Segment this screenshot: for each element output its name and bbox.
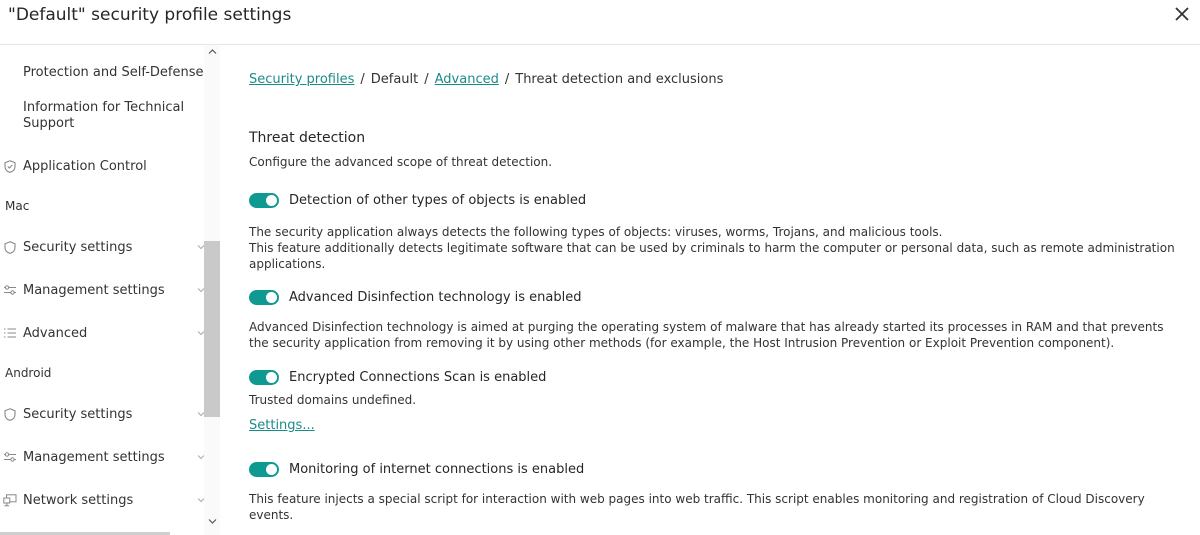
chevron-down-icon: [208, 518, 217, 525]
breadcrumb-separator: /: [504, 72, 510, 87]
sliders-icon: [3, 283, 17, 297]
sliders-icon: [3, 450, 17, 464]
scroll-up-button[interactable]: [205, 45, 219, 57]
sidebar-item-technical-support[interactable]: [0, 100, 200, 134]
shield-icon: [3, 407, 17, 421]
toggle-label: Monitoring of internet connections is enabled: [289, 462, 585, 477]
sidebar-item-label: Advanced: [23, 325, 88, 341]
dialog-header: [0, 0, 1200, 45]
toggle-row-advanced-disinfection: [249, 290, 582, 305]
close-button[interactable]: [1172, 2, 1192, 26]
internet-monitoring-description: This feature injects a special script for interaction with web pages into web traffic. This script enables monitoring and registration of Cloud Discovery events.: [249, 492, 1145, 522]
encrypted-connections-description: Trusted domains undefined.: [249, 393, 417, 407]
advanced-disinfection-toggle[interactable]: [249, 290, 279, 305]
sidebar-item-label: Management settings: [23, 449, 165, 465]
sidebar-item-label: Network settings: [23, 492, 134, 508]
description-line: The security application always detects the following types of objects: viruses, worms, Trojans, and malicious tools.: [249, 225, 943, 239]
other-objects-description: [249, 224, 1184, 272]
sidebar-group-android: Android: [5, 366, 52, 380]
shield-check-icon: [3, 159, 17, 173]
breadcrumb-link-security-profiles[interactable]: Security profiles: [249, 72, 355, 87]
section-description: Configure the advanced scope of threat detection.: [249, 155, 553, 169]
encrypted-connections-toggle[interactable]: [249, 370, 279, 385]
sidebar-item-mac-advanced[interactable]: [0, 323, 200, 343]
toggle-label: Advanced Disinfection technology is enabled: [289, 290, 582, 305]
toggle-label: Detection of other types of objects is enabled: [289, 193, 587, 208]
scroll-down-button[interactable]: [205, 515, 219, 527]
breadcrumb-current: Threat detection and exclusions: [515, 72, 724, 87]
list-icon: [3, 326, 17, 340]
close-icon: [1175, 7, 1189, 21]
toggle-row-encrypted-connections: [249, 370, 546, 385]
sidebar-item-android-security-settings[interactable]: [0, 404, 200, 424]
sidebar-item-android-network-settings[interactable]: [0, 490, 200, 510]
toggle-label: Encrypted Connections Scan is enabled: [289, 370, 547, 385]
toggle-row-other-objects: [249, 193, 586, 208]
internet-monitoring-toggle[interactable]: [249, 462, 279, 477]
dialog-title: "Default" security profile settings: [8, 5, 292, 25]
sidebar-item-label: Management settings: [23, 282, 165, 298]
sidebar-item-application-control[interactable]: [0, 156, 200, 176]
other-objects-toggle[interactable]: [249, 193, 279, 208]
network-icon: [3, 493, 17, 507]
shield-icon: [3, 240, 17, 254]
description-line: This feature additionally detects legitimate software that can be used by criminals to harm the computer or personal data, such as remote administration applications.: [249, 241, 1175, 271]
breadcrumb-separator: /: [360, 72, 365, 87]
sidebar-item-mac-management-settings[interactable]: [0, 280, 200, 300]
toggle-row-internet-monitoring: [249, 462, 584, 477]
sidebar: [0, 45, 220, 535]
breadcrumb: [249, 72, 723, 87]
breadcrumb-separator: /: [424, 72, 429, 87]
section-title: Threat detection: [249, 130, 366, 146]
sidebar-item-android-management-settings[interactable]: [0, 447, 200, 467]
main-content: [249, 45, 1189, 535]
breadcrumb-item-default: Default: [370, 72, 419, 87]
sidebar-item-label: Information for Technical Support: [23, 100, 185, 131]
encrypted-connections-settings-link[interactable]: Settings...: [249, 418, 315, 433]
sidebar-item-mac-security-settings[interactable]: [0, 237, 200, 257]
sidebar-item-label: Security settings: [23, 406, 133, 422]
sidebar-item-label: Protection and Self-Defense: [23, 64, 204, 80]
sidebar-scrollbar-thumb[interactable]: [204, 241, 220, 417]
sidebar-group-mac: Mac: [5, 199, 30, 213]
sidebar-item-label: Application Control: [23, 158, 147, 174]
advanced-disinfection-description: Advanced Disinfection technology is aimed at purging the operating system of malware that has already started its processes in RAM and that prevents the security application from removing it by using other methods (for example, the Host Intrusion Prevention or Exploit Prevention component).: [249, 320, 1164, 350]
sidebar-item-protection-self-defense[interactable]: [0, 62, 204, 82]
chevron-up-icon: [208, 48, 217, 55]
breadcrumb-link-advanced[interactable]: Advanced: [434, 72, 499, 87]
sidebar-item-label: Security settings: [23, 239, 133, 255]
